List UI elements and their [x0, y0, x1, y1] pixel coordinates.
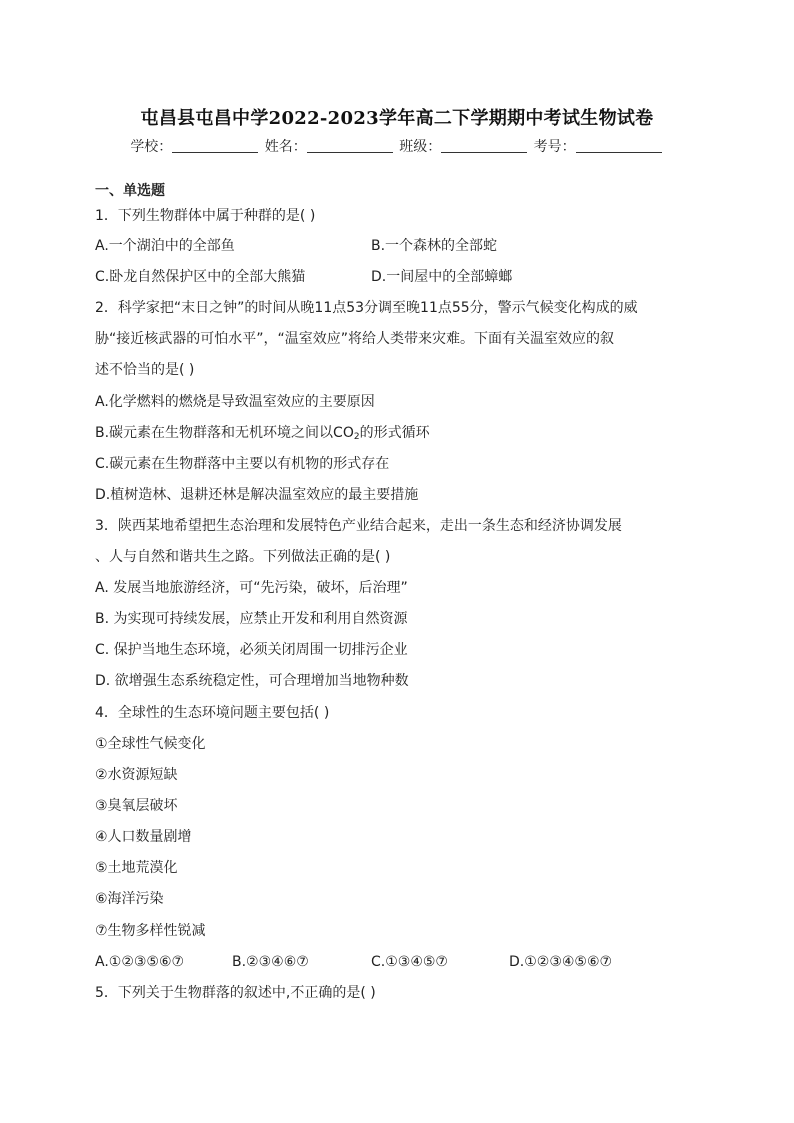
question-2-stem-line-1: 2．科学家把“末日之钟”的时间从晚11点53分调至晚11点55分，警示气候变化构成的威 [95, 300, 638, 316]
exam-number-label: 考号： [533, 139, 576, 155]
question-3-option-a: A. 发展当地旅游经济，可“先污染，破坏，后治理” [95, 580, 408, 596]
question-1-option-b: B.一个森林的全部蛇 [371, 238, 498, 254]
section-heading: 一、单选题 [95, 183, 165, 199]
question-4-item-2: ②水资源短缺 [95, 767, 178, 783]
name-blank[interactable] [307, 138, 393, 153]
question-3-option-d: D. 欲增强生态系统稳定性，可合理增加当地物种数 [95, 673, 409, 689]
question-2-option-b-tail: 的形式循环 [359, 425, 430, 441]
question-2-option-b-text: B.碳元素在生物群落和无机环境之间以CO [95, 425, 354, 441]
question-2-stem-line-3: 述不恰当的是( ) [95, 362, 195, 378]
question-5-stem: 5．下列关于生物群落的叙述中,不正确的是( ) [95, 985, 376, 1001]
question-4-stem: 4．全球性的生态环境问题主要包括( ) [95, 705, 330, 721]
question-4-option-d: D.①②③④⑤⑥⑦ [509, 954, 613, 970]
question-4-option-a: A.①②③⑤⑥⑦ [95, 954, 185, 970]
question-1-stem: 1．下列生物群体中属于种群的是( ) [95, 208, 316, 224]
class-blank[interactable] [441, 138, 527, 153]
question-3-option-b: B. 为实现可持续发展，应禁止开发和利用自然资源 [95, 611, 408, 627]
exam-number-blank[interactable] [576, 138, 662, 153]
question-4-item-6: ⑥海洋污染 [95, 891, 164, 907]
student-info-row [0, 136, 794, 156]
question-2-option-c: C.碳元素在生物群落中主要以有机物的形式存在 [95, 456, 390, 472]
name-label: 姓名： [264, 139, 307, 155]
question-1-option-d: D.一间屋中的全部蟑螂 [371, 269, 513, 285]
class-label: 班级： [399, 139, 442, 155]
question-4-item-3: ③臭氧层破坏 [95, 798, 178, 814]
question-1-option-a: A.一个湖泊中的全部鱼 [95, 238, 235, 254]
question-2-option-d: D.植树造林、退耕还林是解决温室效应的最主要措施 [95, 487, 419, 503]
question-1-option-c: C.卧龙自然保护区中的全部大熊猫 [95, 269, 306, 285]
school-blank[interactable] [172, 138, 258, 153]
question-3-stem-line-1: 3．陕西某地希望把生态治理和发展特色产业结合起来，走出一条生态和经济协调发展 [95, 518, 622, 534]
question-4-item-5: ⑤土地荒漠化 [95, 860, 178, 876]
co2-subscript: 2 [353, 432, 360, 442]
question-4-item-4: ④人口数量剧增 [95, 829, 192, 845]
question-2-stem-line-2: 胁“接近核武器的可怕水平”，“温室效应”将给人类带来灾难。下面有关温室效应的叙 [95, 331, 615, 347]
exam-title: 屯昌县屯昌中学2022-2023学年高二下学期期中考试生物试卷 [140, 108, 654, 129]
question-4-item-7: ⑦生物多样性锐减 [95, 923, 206, 939]
question-4-option-c: C.①③④⑤⑦ [371, 954, 448, 970]
question-2-option-b [95, 423, 430, 443]
question-3-stem-line-2: 、人与自然和谐共生之路。下列做法正确的是( ) [95, 549, 391, 565]
question-4-option-b: B.②③④⑥⑦ [232, 954, 309, 970]
question-4-item-1: ①全球性气候变化 [95, 736, 206, 752]
question-2-option-a: A.化学燃料的燃烧是导致温室效应的主要原因 [95, 394, 375, 410]
school-label: 学校： [130, 139, 173, 155]
question-3-option-c: C. 保护当地生态环境，必须关闭周围一切排污企业 [95, 642, 408, 658]
